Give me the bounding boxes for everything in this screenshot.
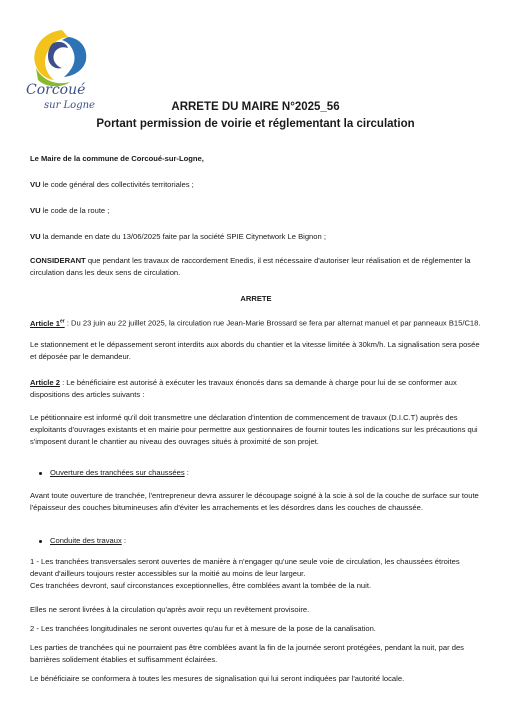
- heading-suffix: :: [184, 468, 189, 477]
- conduite-paragraph-1: [30, 556, 482, 580]
- bullet-icon: [39, 540, 42, 543]
- article-1-text: : Du 23 juin au 22 juillet 2025, la circulation rue Jean-Marie Brossard se fera par alternat manuel et par panneaux B15/C18.: [64, 318, 481, 328]
- conduite-heading: Conduite des travaux: [50, 536, 122, 545]
- bullet-tranchees: [50, 467, 189, 479]
- vu-line-2: [30, 205, 482, 217]
- conduite-paragraph-5: [30, 673, 482, 685]
- heading-suffix: :: [121, 536, 126, 545]
- conduite-text-1b: Ces tranchées devront, sauf circonstances exceptionnelles, être comblées avant la tombée de la nuit.: [30, 581, 372, 590]
- conduite-paragraph-2: [30, 604, 482, 616]
- vu-label: VU: [30, 180, 41, 189]
- considerant-text: que pendant les travaux de raccordement Enedis, il est nécessaire d'autoriser leur réalisation et de réglementer la circulation dans les deux sens de circulation.: [30, 256, 471, 277]
- conduite-text-1a: 1 - Les tranchées transversales seront ouvertes de manière à n'engager qu'une seule voie de circulation, les chaussées étroites devant d'ailleurs toujours rester accessibles sur la moitié au moins de leur largeur.: [30, 557, 460, 578]
- conduite-text-3: 2 - Les tranchées longitudinales ne seront ouvertes qu'au fur et à mesure de la pose de la canalisation.: [30, 624, 376, 633]
- article-1-text-2: Le stationnement et le dépassement seront interdits aux abords du chantier et la vitesse limitée à 30km/h. La signalisation sera posée et déposée par le demandeur.: [30, 340, 480, 361]
- article-1-sup: er: [59, 318, 65, 324]
- conduite-paragraph-1b: [30, 580, 482, 592]
- vu-label: VU: [30, 206, 41, 215]
- mayor-line: [30, 153, 482, 165]
- conduite-text-2: Elles ne seront livrées à la circulation qu'après avoir reçu un revêtement provisoire.: [30, 605, 310, 614]
- vu-text: le code de la route ;: [40, 206, 110, 215]
- vu-text: la demande en date du 13/06/2025 faite par la société SPIE Citynetwork Le Bignon ;: [40, 232, 326, 241]
- conduite-paragraph-4: [30, 642, 482, 666]
- document-subtitle: Portant permission de voirie et réglementant la circulation: [96, 118, 415, 130]
- vu-label: VU: [30, 232, 41, 241]
- considerant-label: CONSIDERANT: [30, 256, 86, 265]
- vu-line-3: [30, 231, 482, 243]
- article-1-label: Article 1: [30, 318, 60, 328]
- logo-text-line2: sur Logne: [44, 100, 95, 111]
- article-2-text: : Le bénéficiaire est autorisé à exécuter les travaux énoncés dans sa demande à charge pour lui de se conformer aux dispositions des articles suivants :: [30, 378, 457, 399]
- document-title: ARRETE DU MAIRE N°2025_56: [171, 101, 340, 113]
- bullet-icon: [39, 472, 42, 475]
- conduite-text-4: Les parties de tranchées qui ne pourraient pas être comblées avant la fin de la journée seront protégées, pendant la nuit, par des barrières solidement établies et suffisamment éclairées.: [30, 643, 464, 664]
- conduite-paragraph-3: [30, 623, 482, 635]
- vu-line-1: [30, 179, 482, 191]
- arrete-heading: [30, 293, 482, 305]
- article-1-paragraph-2: [30, 339, 482, 363]
- tranchees-text: Avant toute ouverture de tranchée, l'entrepreneur devra assurer le découpage soigné à la scie à sol de la couche de surface sur toute l'épaisseur des couches bitumineuses afin d'éviter les arrachements et les désordres dans les couches de chaussée.: [30, 491, 479, 512]
- dict-paragraph: [30, 412, 482, 448]
- conduite-text-5: Le bénéficiaire se conformera à toutes les mesures de signalisation qui lui seront indiquées par l'autorité locale.: [30, 674, 405, 683]
- tranchees-paragraph: [30, 490, 482, 514]
- arrete-heading-text: ARRETE: [240, 294, 272, 303]
- bullet-conduite: [50, 535, 126, 547]
- vu-text: le code général des collectivités territoriales ;: [40, 180, 194, 189]
- article-2-paragraph: [30, 377, 482, 401]
- considerant-paragraph: [30, 255, 482, 279]
- article-1-paragraph: [30, 315, 482, 330]
- dict-text: Le pétitionnaire est informé qu'il doit transmettre une déclaration d'intention de commencement de travaux (D.I.C.T) auprès des exploitants d'ouvrages existants et en mairie pour permettre aux gestionnaires de fournir toutes les indications sur les précautions qui s'imposent durant le chantier au niveau des ouvrages situés à proximité de son projet.: [30, 413, 478, 446]
- mayor-text: Le Maire de la commune de Corcoué-sur-Logne,: [30, 154, 204, 163]
- logo-text-line1: Corcoué: [26, 82, 86, 98]
- tranchees-heading: Ouverture des tranchées sur chaussées: [50, 468, 185, 477]
- article-2-label: Article 2: [30, 378, 60, 387]
